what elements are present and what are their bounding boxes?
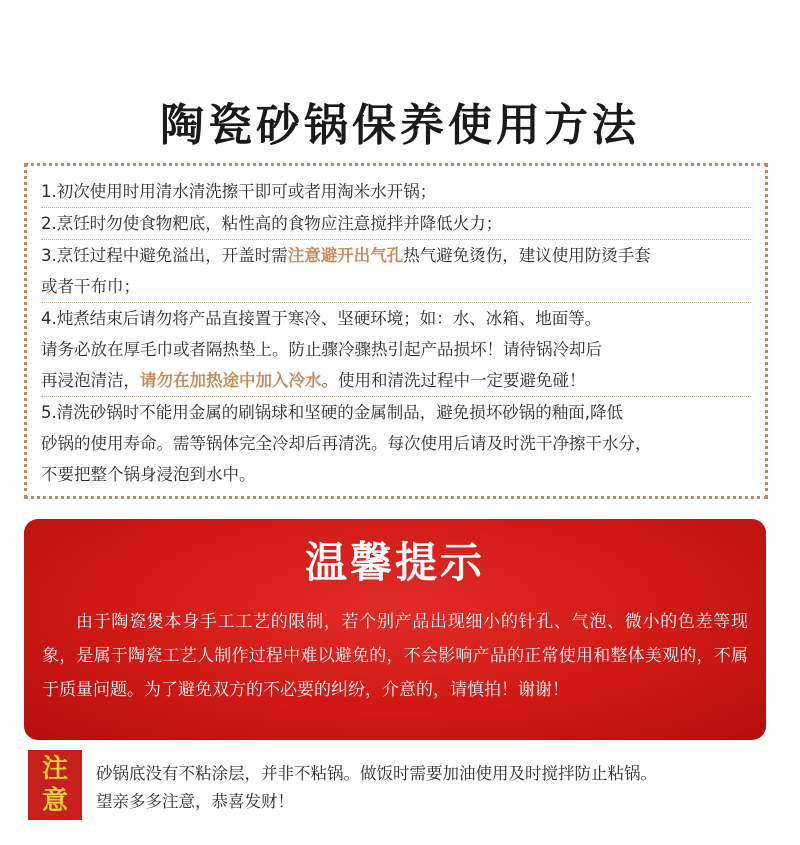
warm-tips-body: 由于陶瓷煲本身手工工艺的限制，若个别产品出现细小的针孔、气泡、微小的色差等现象，是属于陶瓷工艺人制作过程中难以避免的，不会影响产品的正常使用和整体美观的，不属于质量问题。为了避免双方的不必要的纠纷，介意的，请慎拍！谢谢！ [42, 612, 748, 700]
warm-tips-title: 温馨提示 [304, 538, 485, 587]
instruction-4-text-after: 。使用和清洗过程中一定要避免碰！ [321, 371, 586, 390]
instruction-4-text: 再浸泡清洁， [41, 371, 140, 390]
notice-badge [28, 750, 82, 820]
notice-text [96, 760, 786, 816]
instruction-2: 2.烹饪时勿使食物粑底，粘性高的食物应注意搅拌并降低火力； [41, 208, 751, 240]
warm-tips-panel [24, 519, 766, 740]
instruction-3-line1 [41, 240, 751, 271]
notice-badge-char-2: 意 [41, 786, 68, 816]
instruction-4-line1: 4.炖煮结束后请勿将产品直接置于寒冷、坚硬环境；如：水、冰箱、地面等。 [41, 309, 602, 328]
instruction-5-line3: 不要把整个锅身浸泡到水中。 [41, 465, 256, 484]
notice-badge-char-1: 注 [41, 754, 68, 784]
instruction-5-line1: 5.清洗砂锅时不能用金属的刷锅球和坚硬的金属制品，避免损坏砂锅的釉面,降低 [41, 403, 623, 422]
instruction-4-line3 [41, 365, 751, 397]
instruction-3-text: 3.烹饪过程中避免溢出，开盖时需 [41, 246, 288, 265]
instruction-4-highlight: 请勿在加热途中加入冷水 [140, 371, 322, 390]
instruction-3-text-after: 热气避免烫伤，建议使用防烫手套 [403, 246, 651, 265]
instruction-1: 1.初次使用时用清水清洗擦干即可或者用淘米水开锅； [41, 176, 751, 208]
instruction-3-highlight: 注意避开出气孔 [287, 246, 404, 265]
instruction-4-line2: 请务必放在厚毛巾或者隔热垫上。防止骤冷骤热引起产品损坏！请待锅冷却后 [41, 340, 602, 359]
notice-line-2: 望亲多多注意，恭喜发财！ [96, 792, 294, 811]
page-title: 陶瓷砂锅保养使用方法 [160, 100, 640, 151]
usage-instructions [24, 163, 768, 499]
instruction-3-line2: 或者干布巾； [41, 271, 751, 303]
notice-line-1: 砂锅底没有不粘涂层，并非不粘锅。做饭时需要加油使用及时搅拌防止粘锅。 [96, 764, 657, 783]
instruction-5-line2: 砂锅的使用寿命。需等锅体完全冷却后再清洗。每次使用后请及时洗干净擦干水分， [41, 434, 652, 453]
